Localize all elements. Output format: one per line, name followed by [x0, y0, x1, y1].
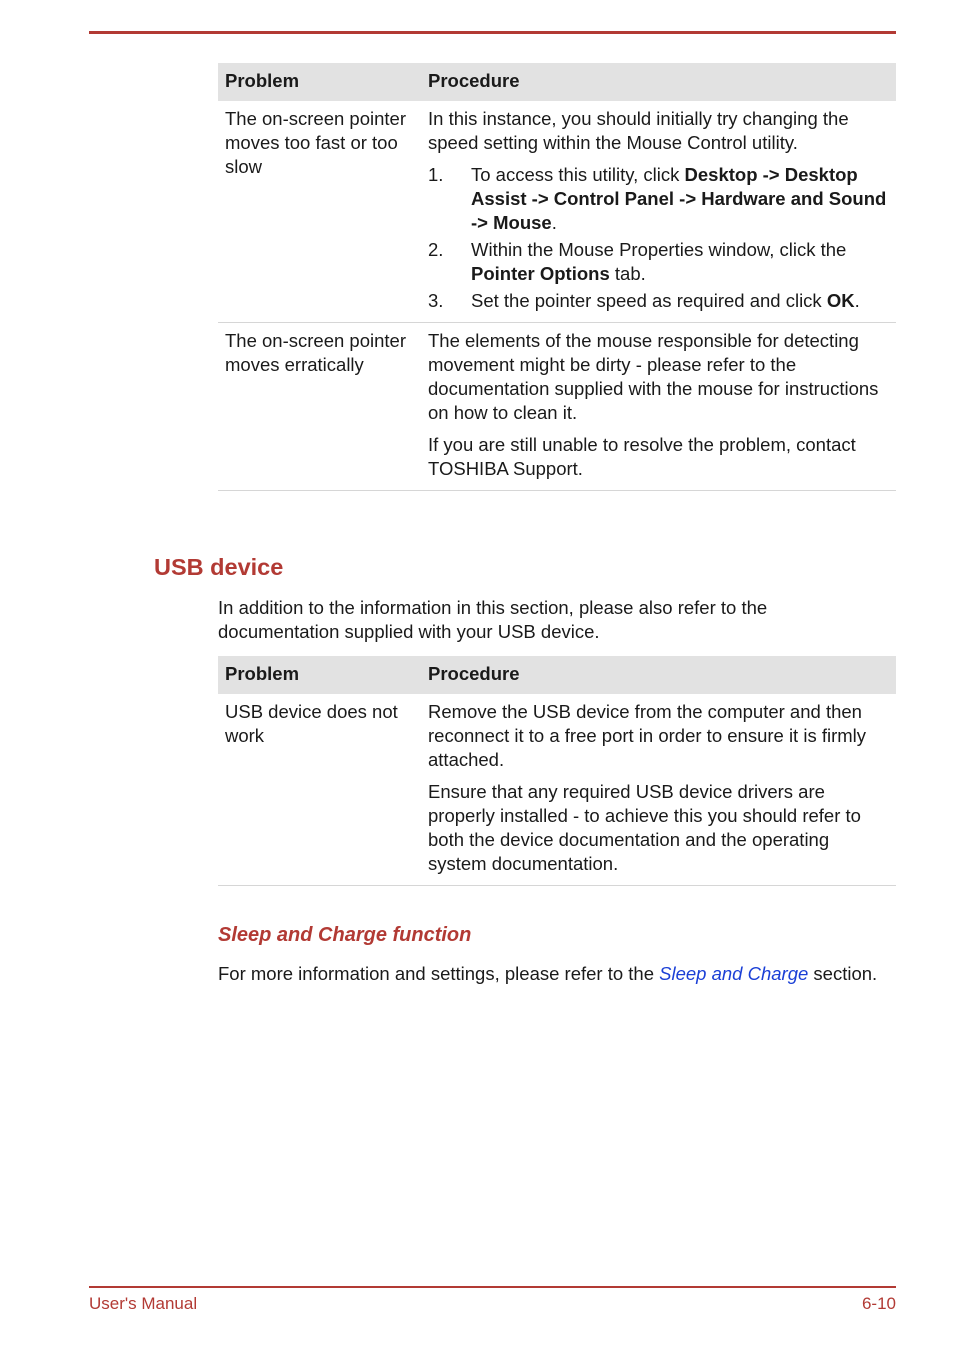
procedure-paragraph: If you are still unable to resolve the problem, contact TOSHIBA Support.	[428, 434, 856, 479]
sleep-and-charge-link[interactable]: Sleep and Charge	[659, 963, 809, 984]
step-text: To access this utility, click	[471, 164, 685, 185]
sleep-text-end: section.	[808, 963, 878, 984]
tab-name: Pointer Options	[471, 263, 610, 284]
header-procedure: Procedure	[421, 63, 896, 101]
step-number: 2.	[428, 239, 444, 260]
footer-manual-title: User's Manual	[89, 1294, 198, 1313]
subsection-heading-sleep: Sleep and Charge function	[218, 924, 472, 946]
sleep-text: For more information and settings, please refer to the	[218, 963, 660, 984]
step-text-end: tab.	[609, 263, 646, 284]
table-header-row	[218, 63, 896, 101]
header-problem: Problem	[218, 656, 421, 694]
bottom-rule	[89, 1286, 896, 1288]
step-item	[428, 163, 889, 235]
problem-cell: USB device does not work	[218, 694, 421, 886]
procedure-cell	[421, 323, 896, 491]
step-text-end: .	[854, 290, 860, 311]
header-procedure: Procedure	[421, 656, 896, 694]
procedure-paragraph: Remove the USB device from the computer and then reconnect it to a free port in order to ensure it is firmly attached.	[428, 701, 867, 770]
sleep-paragraph	[218, 961, 888, 986]
procedure-steps	[428, 163, 889, 313]
procedure-paragraph: The elements of the mouse responsible for detecting movement might be dirty - please refer to the documentation supplied with the mouse for instructions on how to clean it.	[428, 330, 879, 423]
table-row	[218, 323, 896, 491]
usb-troubleshooting-table	[218, 656, 896, 886]
button-name: OK	[826, 290, 855, 311]
step-item	[428, 238, 889, 286]
problem-cell: The on-screen pointer moves erratically	[218, 323, 421, 491]
mouse-troubleshooting-table	[218, 63, 896, 491]
step-item	[428, 289, 889, 313]
table-row	[218, 694, 896, 886]
step-number: 3.	[428, 290, 444, 311]
step-text: Set the pointer speed as required and click	[471, 290, 827, 311]
procedure-cell	[421, 694, 896, 886]
top-rule	[89, 31, 896, 34]
problem-cell: The on-screen pointer moves too fast or too slow	[218, 101, 421, 323]
table-header-row	[218, 656, 896, 694]
usb-intro: In addition to the information in this section, please also refer to the documentation supplied with your USB device.	[218, 597, 768, 642]
procedure-cell	[421, 101, 896, 323]
header-problem: Problem	[218, 63, 421, 101]
step-text-end: .	[551, 212, 557, 233]
procedure-paragraph: Ensure that any required USB device drivers are properly installed - to achieve this you should refer to both the device documentation and the operating system documentation.	[428, 781, 861, 874]
table-row	[218, 101, 896, 323]
footer-page-number: 6-10	[861, 1294, 896, 1313]
step-text: Within the Mouse Properties window, click the	[471, 239, 847, 260]
section-heading-usb: USB device	[154, 554, 284, 580]
step-number: 1.	[428, 164, 444, 185]
procedure-intro: In this instance, you should initially try changing the speed setting within the Mouse Control utility.	[428, 108, 849, 153]
menu-path: Desktop -> Desktop Assist -> Control Panel -> Hardware and Sound -> Mouse	[471, 164, 887, 233]
